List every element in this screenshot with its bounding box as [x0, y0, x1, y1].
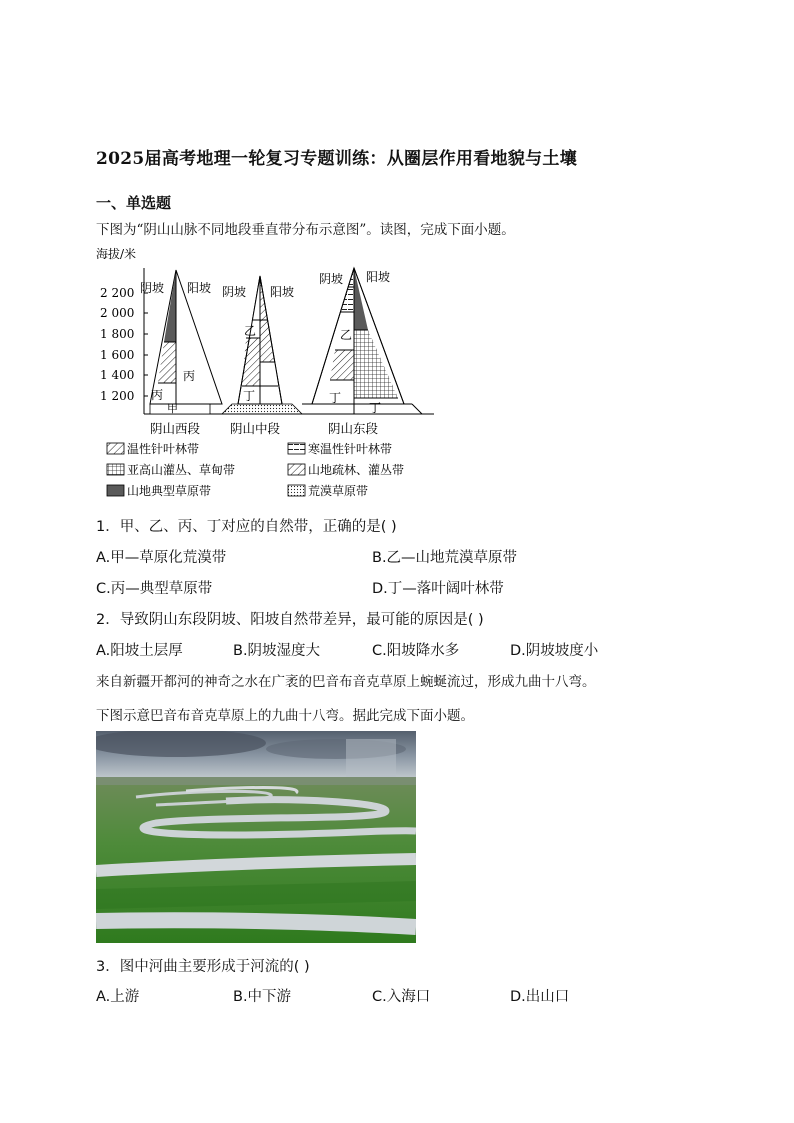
middle-sunny-label: 阳坡	[270, 285, 295, 299]
q3-option-c[interactable]: C.入海口	[372, 989, 431, 1005]
section-heading: 一、单选题	[96, 194, 172, 212]
y-tick-2200: 2 200	[100, 286, 135, 300]
section-label-middle: 阴山中段	[230, 421, 281, 436]
east-shady-label: 阴坡	[319, 272, 344, 286]
mark-jia: 甲	[167, 402, 178, 415]
y-tick-2000: 2 000	[100, 306, 135, 320]
legend-item-3: 亚高山灌丛、草甸带	[127, 463, 236, 477]
y-tick-1800: 1 800	[100, 327, 135, 341]
mark-ding-east-shady: 丁	[329, 391, 342, 405]
q2-option-a[interactable]: A.阳坡土层厚	[96, 643, 183, 659]
q3-option-a[interactable]: A.上游	[96, 989, 140, 1005]
east-section-mountain	[302, 268, 422, 414]
y-ticks	[100, 286, 148, 403]
q3-option-d[interactable]: D.出山口	[510, 989, 570, 1005]
legend-item-4: 山地疏林、灌丛带	[308, 463, 405, 477]
intro-text-1: 下图为“阴山山脉不同地段垂直带分布示意图”。读图，完成下面小题。	[96, 222, 515, 238]
q1-option-d[interactable]: D.丁—落叶阔叶林带	[372, 581, 504, 597]
q2-option-c[interactable]: C.阳坡降水多	[372, 643, 460, 659]
intro-text-2-line-2: 下图示意巴音布音克草原上的九曲十八弯。据此完成下面小题。	[96, 708, 474, 724]
figure-legend	[107, 441, 404, 498]
q2-option-b[interactable]: B.阴坡湿度大	[233, 643, 321, 659]
mark-bing-west-sunny: 丙	[183, 369, 196, 383]
west-shady-label: 阴坡	[140, 281, 165, 295]
mark-yi-middle: 乙	[244, 324, 257, 338]
mark-yi-east: 乙	[340, 328, 353, 342]
mark-ding-middle: 丁	[243, 389, 256, 403]
y-axis-label: 海拔/米	[96, 247, 137, 261]
legend-item-2: 寒温性针叶林带	[308, 442, 393, 456]
y-tick-1200: 1 200	[100, 389, 135, 403]
intro-text-2-line-1: 来自新疆开都河的神奇之水在广袤的巴音布音克草原上蜿蜒流过，形成九曲十八弯。	[96, 674, 596, 690]
question-3-stem: 3．图中河曲主要形成于河流的( )	[96, 959, 310, 975]
q1-option-b[interactable]: B.乙—山地荒漠草原带	[372, 550, 518, 566]
page-title: 2025届高考地理一轮复习专题训练：从圈层作用看地貌与土壤	[96, 149, 578, 169]
q1-option-a[interactable]: A.甲—草原化荒漠带	[96, 550, 227, 566]
q2-option-d[interactable]: D.阴坡坡度小	[510, 643, 599, 659]
y-tick-1400: 1 400	[100, 368, 135, 382]
vertical-zonation-diagram	[92, 242, 452, 504]
legend-item-1: 温性针叶林带	[127, 442, 200, 456]
q1-option-c[interactable]: C.丙—典型草原带	[96, 581, 213, 597]
legend-item-6: 荒漠草原带	[308, 484, 369, 498]
q3-option-b[interactable]: B.中下游	[233, 989, 292, 1005]
west-sunny-label: 阳坡	[187, 281, 212, 295]
mark-bing-west-shady: 丙	[151, 388, 164, 402]
meandering-river-photo	[96, 731, 416, 943]
question-1-stem: 1．甲、乙、丙、丁对应的自然带，正确的是( )	[96, 519, 397, 535]
section-label-west: 阴山西段	[150, 421, 201, 436]
middle-shady-label: 阴坡	[222, 285, 247, 299]
question-2-stem: 2．导致阴山东段阴坡、阳坡自然带差异，最可能的原因是( )	[96, 612, 484, 628]
y-tick-1600: 1 600	[100, 348, 135, 362]
mark-ding-east-sunny: 丁	[369, 401, 382, 415]
section-label-east: 阴山东段	[328, 421, 379, 436]
east-sunny-label: 阳坡	[366, 270, 391, 284]
legend-item-5: 山地典型草原带	[127, 484, 212, 498]
